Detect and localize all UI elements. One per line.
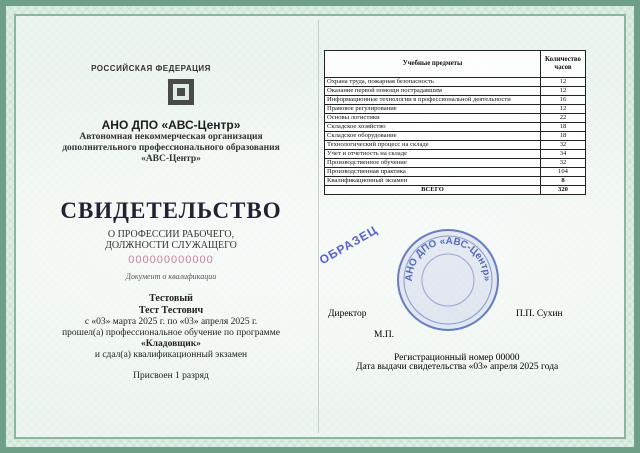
hours-cell: 18 xyxy=(541,123,586,132)
serial-number: 000000000000 xyxy=(128,254,214,266)
registration-number: Регистрационный номер 00000 xyxy=(394,353,520,363)
subject-cell: Учет и отчетность на складе xyxy=(325,150,541,159)
table-row xyxy=(325,159,586,168)
hours-cell: 32 xyxy=(541,141,586,150)
subject-cell: Оказание первой помощи пострадавшим xyxy=(325,87,541,96)
hours-cell: 8 xyxy=(541,177,586,186)
total-hours-cell: 320 xyxy=(541,186,586,195)
total-label-cell: ВСЕГО xyxy=(325,186,541,195)
table-total-row xyxy=(325,186,586,195)
table-row xyxy=(325,78,586,87)
table-row xyxy=(325,96,586,105)
table-header-row xyxy=(325,51,586,78)
hours-column-header: Количество часов xyxy=(541,51,586,78)
seal-place-label: М.П. xyxy=(374,330,395,340)
hours-cell: 34 xyxy=(541,150,586,159)
table-row xyxy=(325,132,586,141)
subject-cell: Производственное обучение xyxy=(325,159,541,168)
hours-cell: 18 xyxy=(541,132,586,141)
table-row xyxy=(325,105,586,114)
table-row xyxy=(325,141,586,150)
director-label: Директор xyxy=(328,309,367,319)
subject-cell: Квалификационный экзамен xyxy=(325,177,541,186)
fold-line xyxy=(318,20,319,433)
country-label: РОССИЙСКАЯ ФЕДЕРАЦИЯ xyxy=(91,64,211,73)
hours-cell: 16 xyxy=(541,96,586,105)
program-text: прошел(а) профессиональное обучение по программе xyxy=(62,328,280,338)
subtitle-line: О ПРОФЕССИИ РАБОЧЕГО, xyxy=(107,229,235,240)
hours-cell: 104 xyxy=(541,168,586,177)
hours-cell: 12 xyxy=(541,105,586,114)
subject-cell: Основы логистики xyxy=(325,114,541,123)
organization-logo-icon xyxy=(167,77,195,107)
subtitle-line: ДОЛЖНОСТИ СЛУЖАЩЕГО xyxy=(105,240,237,251)
subject-cell: Производственная практика xyxy=(325,168,541,177)
subject-cell: Правовое регулирование xyxy=(325,105,541,114)
holder-given-names: Тест Тестович xyxy=(138,305,204,316)
subject-cell: Информационные технологии в профессиональной деятельности xyxy=(325,96,541,105)
training-dates: с «03» марта 2025 г. по «03» апреля 2025 г. xyxy=(84,317,258,327)
sample-watermark: ОБРАЗЕЦ xyxy=(316,222,381,268)
specialty-name: «Кладовщик» xyxy=(141,339,201,349)
org-full-line: Автономная некоммерческая организация xyxy=(79,132,263,142)
table-row xyxy=(325,123,586,132)
hours-cell: 12 xyxy=(541,87,586,96)
subject-cell: Технологический процесс на складе xyxy=(325,141,541,150)
official-seal-icon xyxy=(394,226,502,334)
exam-text: и сдал(а) квалификационный экзамен xyxy=(94,350,248,360)
subject-cell: Складское хозяйство xyxy=(325,123,541,132)
hours-cell: 22 xyxy=(541,114,586,123)
subject-cell: Складское оборудование xyxy=(325,132,541,141)
table-row xyxy=(325,150,586,159)
hours-cell: 12 xyxy=(541,78,586,87)
document-type: Документ о квалификации xyxy=(125,272,217,281)
document-title: СВИДЕТЕЛЬСТВО xyxy=(60,198,282,223)
subjects-table xyxy=(324,50,586,195)
subject-column-header: Учебные предметы xyxy=(325,51,541,78)
director-name: П.П. Сухин xyxy=(516,309,563,319)
subject-cell: Охрана труда, пожарная безопасность xyxy=(325,78,541,87)
table-row xyxy=(325,168,586,177)
hours-cell: 32 xyxy=(541,159,586,168)
organization-short-name: АНО ДПО «АВС-Центр» xyxy=(101,118,241,132)
subjects-table-wrapper xyxy=(324,50,586,195)
svg-text:АНО ДПО «АВС-Центр»: АНО ДПО «АВС-Центр» xyxy=(403,235,493,282)
table-row xyxy=(325,177,586,186)
org-full-line: «АВС-Центр» xyxy=(141,154,201,164)
holder-surname: Тестовый xyxy=(149,293,193,304)
organization-full-name xyxy=(26,132,316,165)
document-subtitle xyxy=(26,229,316,251)
issue-date: Дата выдачи свидетельства «03» апреля 2025 года xyxy=(356,362,559,372)
certificate-left-page xyxy=(26,26,316,436)
grade-text: Присвоен 1 разряд xyxy=(133,371,209,381)
table-row xyxy=(325,87,586,96)
org-full-line: дополнительного профессионального образования xyxy=(62,143,280,153)
table-row xyxy=(325,114,586,123)
